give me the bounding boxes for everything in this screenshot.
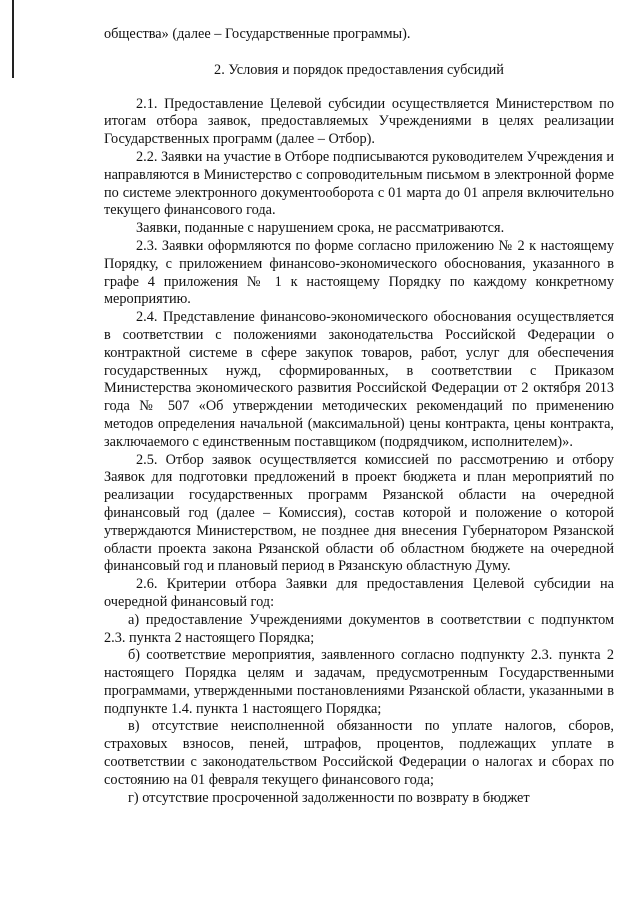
lead-text: общества» (далее – Государственные программы).: [104, 26, 411, 42]
document-page: [104, 26, 614, 807]
criterion-b: б) соответствие мероприятия, заявленного согласно подпункту 2.3. пункта 2 настоящего Порядка целям и задачам, предусмотренным Государственными программами, утвержденными постановлениями Рязанской области, указанными в подпункте 1.4. пункта 1 настоящего Порядка;: [104, 647, 614, 717]
criterion-g: г) отсутствие просроченной задолженности по возврату в бюджет: [128, 789, 530, 806]
paragraph-2-5: 2.5. Отбор заявок осуществляется комиссией по рассмотрению и отбору Заявок для подготовки предложений в проект бюджета и план мероприятий по реализации государственных программ Рязанской области на очередной финансовый год (далее – Комиссия), состав которой и положение о которой утверждаются Министерством, не позднее дня внесения Губернатором Рязанской области проекта закона Рязанской области об областном бюджете на очередной финансовый год и плановый период в Рязанскую областную Думу.: [104, 451, 614, 575]
section-heading: 2. Условия и порядок предоставления субсидий: [214, 61, 504, 78]
paragraph-2-1: 2.1. Предоставление Целевой субсидии осуществляется Министерством по итогам отбора заявок, предоставляемых Учреждениями в целях реализации Государственных программ (далее – Отбор).: [104, 95, 614, 148]
paragraph-2-3: 2.3. Заявки оформляются по форме согласно приложению № 2 к настоящему Порядку, с приложением финансово-экономического обоснования, указанного в графе 4 приложения № 1 к настоящему Порядку по каждому конкретному мероприятию.: [104, 237, 614, 308]
paragraph-2-6: 2.6. Критерии отбора Заявки для предоставления Целевой субсидии на очередной финансовый год:: [104, 576, 614, 610]
criterion-v: в) отсутствие неисполненной обязанности по уплате налогов, сборов, страховых взносов, пеней, штрафов, процентов, подлежащих уплате в соответствии с законодательством Российской Федерации о налогах и сборах по состоянию на 01 февраля текущего финансового года;: [104, 718, 614, 788]
criterion-a: а) предоставление Учреждениями документов в соответствии с подпунктом 2.3. пункта 2 настоящего Порядка;: [104, 611, 614, 646]
page-edge-line: [12, 0, 14, 78]
paragraph-2-4: 2.4. Представление финансово-экономического обоснования осуществляется в соответствии с положениями законодательства Российской Федерации о контрактной системе в сфере закупок товаров, работ, услуг для обеспечения государственных нужд, сформированных, в соответствии с Приказом Министерства экономического развития Российской Федерации от 2 октября 2013 года № 507 «Об утверждении методических рекомендаций по применению методов определения начальной (максимальной) цены контракта, цены контракта, заключаемого с единственным поставщиком (подрядчиком, исполнителем)».: [104, 309, 614, 450]
paragraph-deadline-note: Заявки, поданные с нарушением срока, не рассматриваются.: [136, 220, 505, 237]
paragraph-2-2: 2.2. Заявки на участие в Отборе подписываются руководителем Учреждения и направляются в Министерство с сопроводительным письмом в электронной форме по системе электронного документооборота с 01 марта до 01 апреля включительно текущего финансового года.: [104, 148, 614, 219]
